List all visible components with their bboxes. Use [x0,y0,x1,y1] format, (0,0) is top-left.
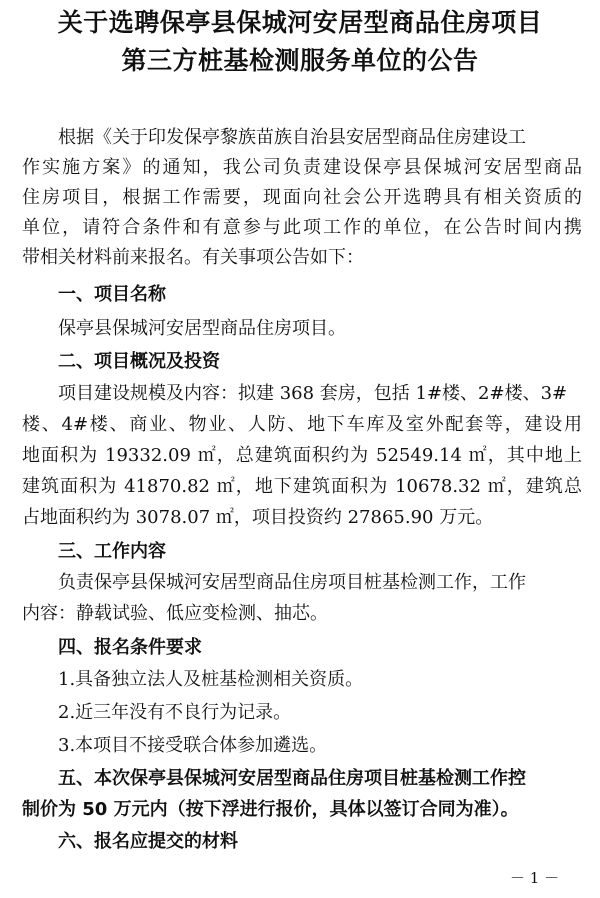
section-4-item-2: 2.近三年没有不良行为记录。 [58,702,292,723]
section-2-line-2: 楼、4#楼、商业、物业、人防、地下车库及室外配套等，建设用 [22,414,582,435]
section-2-heading: 二、项目概况及投资 [58,351,220,372]
intro-line-4: 单位，请符合条件和有意参与此项工作的单位，在公告时间内携 [22,217,582,238]
intro-line-5: 带相关材料前来报名。有关事项公告如下： [22,247,364,268]
section-2-line-4: 建筑面积为 41870.82 ㎡，地下建筑面积为 10678.32 ㎡，建筑总 [22,476,582,497]
section-2-line-1: 项目建设规模及内容：拟建 368 套房，包括 1#楼、2#楼、3# [58,383,568,404]
intro-line-3: 住房项目，根据工作需要，现面向社会公开选聘具有相关资质的 [22,187,582,208]
section-1-heading: 一、项目名称 [58,284,166,305]
section-5-line-1: 五、本次保亭县保城河安居型商品住房项目桩基检测工作控 [58,768,526,789]
section-4-item-3: 3.本项目不接受联合体参加遴选。 [58,735,328,756]
section-3-line-1: 负责保亭县保城河安居型商品住房项目桩基检测工作，工作 [58,572,526,593]
section-1-text: 保亭县保城河安居型商品住房项目。 [58,318,346,339]
section-2-line-3: 地面积为 19332.09 ㎡，总建筑面积约为 52549.14 ㎡，其中地上 [22,445,582,466]
section-3-line-2: 内容：静载试验、低应变检测、抽芯。 [22,603,328,624]
intro-line-2: 作实施方案》的通知，我公司负责建设保亭县保城河安居型商品 [22,157,582,178]
section-4-item-1: 1.具备独立法人及桩基检测相关资质。 [58,669,364,690]
page-number: － 1 － [510,869,560,887]
intro-line-1: 根据《关于印发保亭黎族苗族自治县安居型商品住房建设工 [58,127,526,148]
section-3-heading: 三、工作内容 [58,541,166,562]
section-4-heading: 四、报名条件要求 [58,637,202,658]
title-line-1: 关于选聘保亭县保城河安居型商品住房项目 [57,8,543,37]
section-2-line-5: 占地面积约为 3078.07 ㎡，项目投资约 27865.90 万元。 [22,507,494,528]
title-line-2: 第三方桩基检测服务单位的公告 [121,46,479,75]
section-6-heading: 六、报名应提交的材料 [58,831,238,852]
section-5-line-2: 制价为 50 万元内（按下浮进行报价，具体以签订合同为准）。 [22,799,519,820]
